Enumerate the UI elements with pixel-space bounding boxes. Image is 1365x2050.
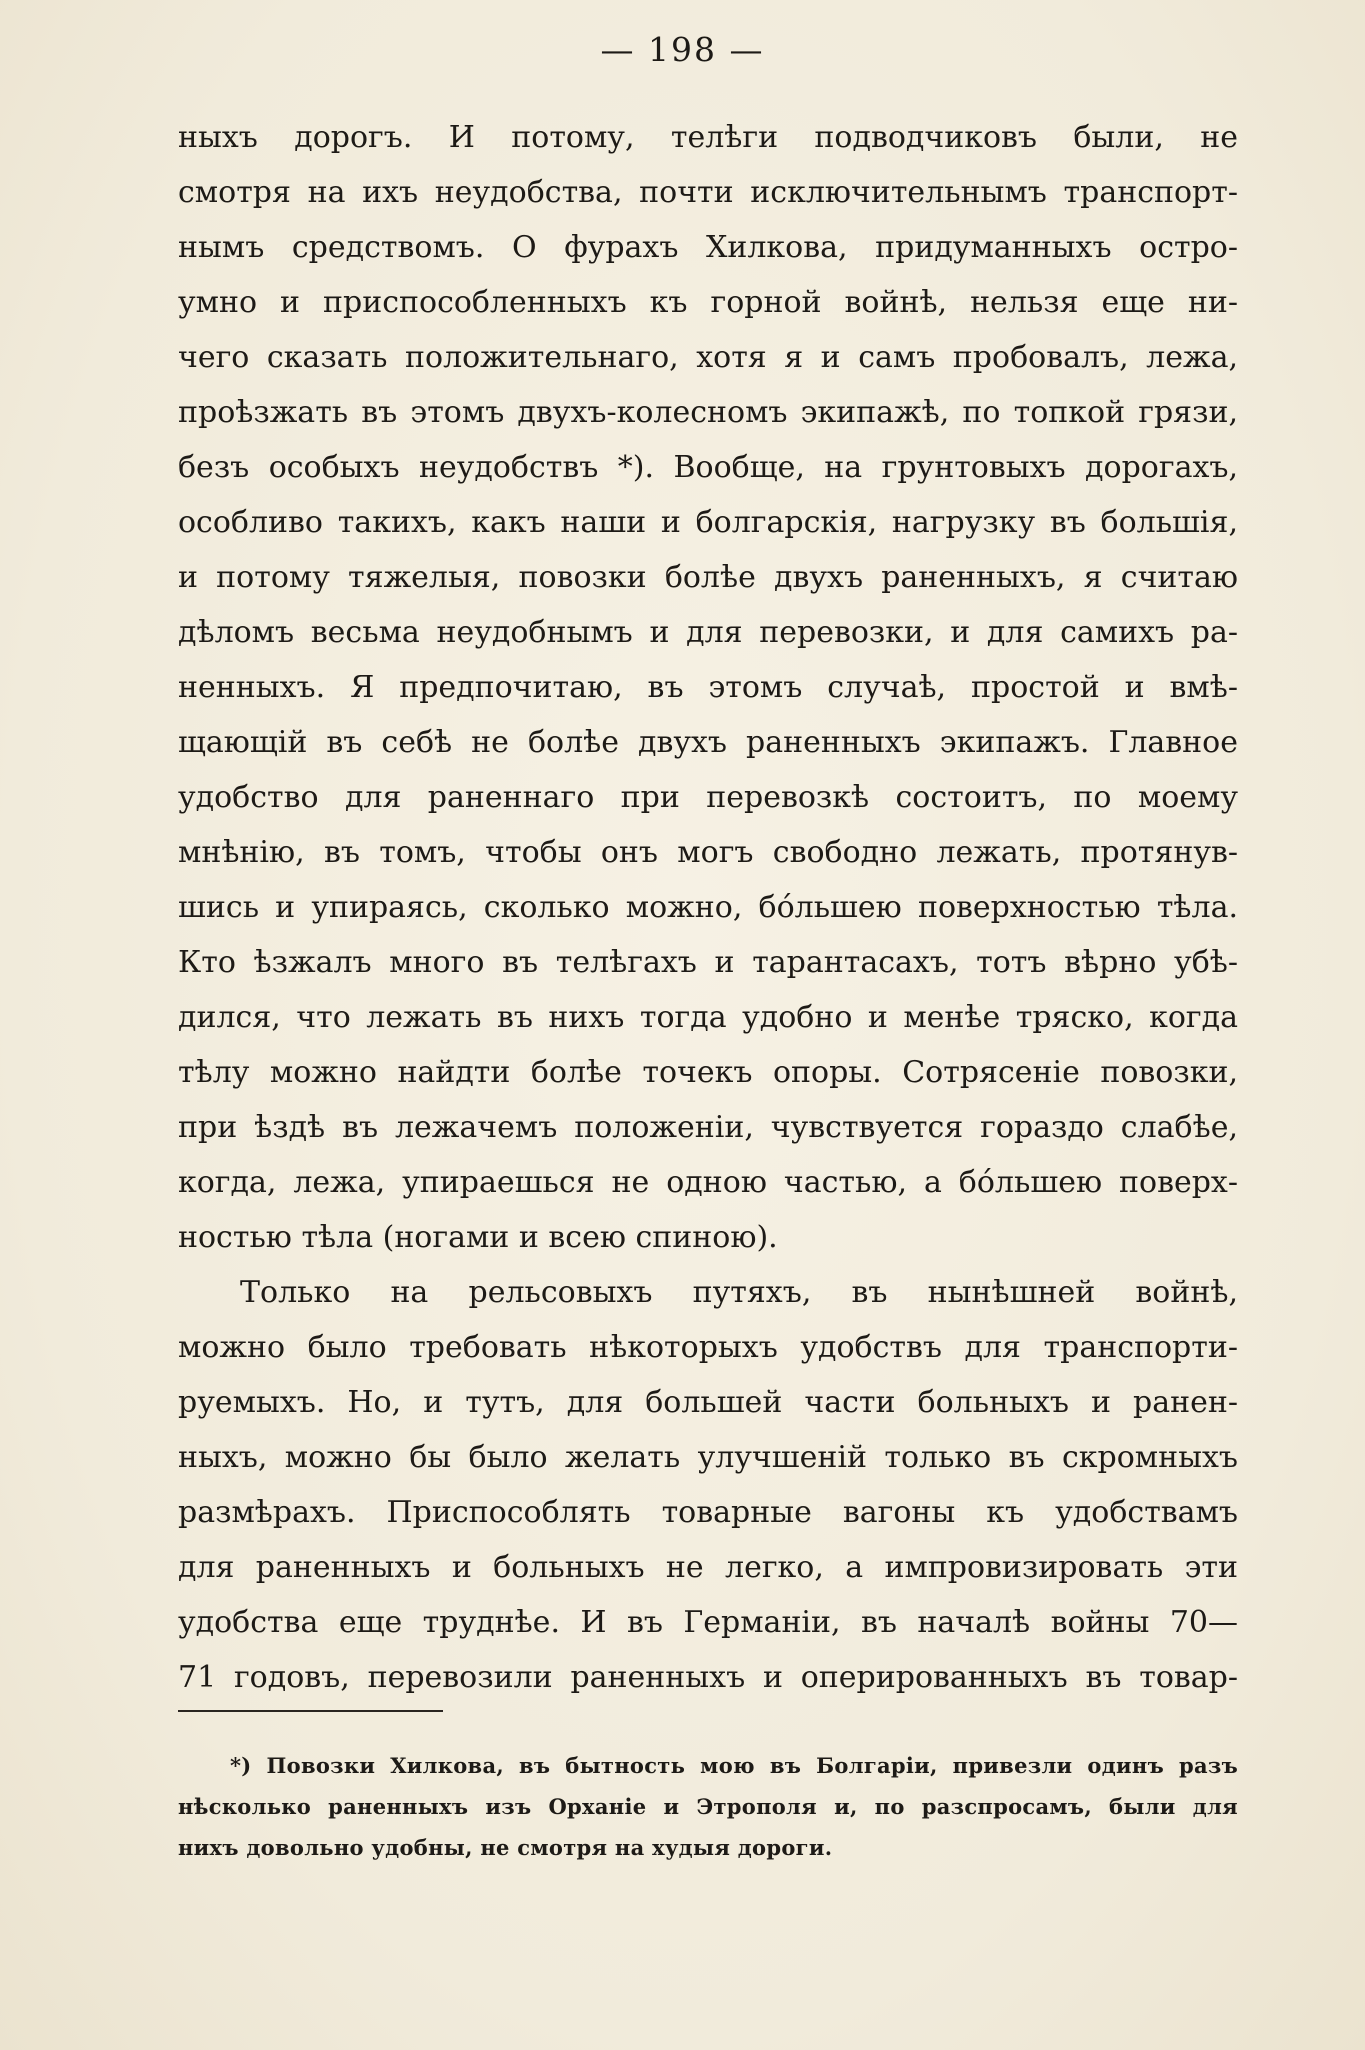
text-line: руемыхъ. Но, и тутъ, для большей части больныхъ и ранен- [178, 1385, 1238, 1420]
text-line: для раненныхъ и больныхъ не легко, а импровизировать эти [178, 1550, 1238, 1585]
text-line: ненныхъ. Я предпочитаю, въ этомъ случаѣ, простой и вмѣ- [178, 670, 1238, 705]
text-line: удобства еще труднѣе. И въ Германіи, въ началѣ войны 70— [178, 1605, 1238, 1640]
footnote [178, 1745, 1238, 1868]
text-line: особливо такихъ, какъ наши и болгарскія, нагрузку въ большія, [178, 505, 1238, 540]
footnote-divider [178, 1710, 443, 1712]
text-line: когда, лежа, упираешься не одною частью, а бо́льшею поверх- [178, 1165, 1238, 1200]
text-line: можно было требовать нѣкоторыхъ удобствъ для транспорти- [178, 1330, 1238, 1365]
text-line: ныхъ, можно бы было желать улучшеній только въ скромныхъ [178, 1440, 1238, 1475]
text-line: Кто ѣзжалъ много въ телѣгахъ и тарантасахъ, тотъ вѣрно убѣ- [178, 945, 1238, 980]
footnote-line: нихъ довольно удобны, не смотря на худыя дороги. [178, 1835, 833, 1860]
text-line: безъ особыхъ неудобствъ *). Вообще, на грунтовыхъ дорогахъ, [178, 450, 1238, 485]
footnote-line: *) Повозки Хилкова, въ бытность мою въ Болгаріи, привезли одинъ разъ [230, 1753, 1238, 1778]
text-line: щающій въ себѣ не болѣе двухъ раненныхъ экипажъ. Главное [178, 725, 1238, 760]
body-text [178, 110, 1238, 1705]
text-line: при ѣздѣ въ лежачемъ положеніи, чувствуется гораздо слабѣе, [178, 1110, 1238, 1145]
text-line: удобство для раненнаго при перевозкѣ состоитъ, по моему [178, 780, 1238, 815]
text-line: нымъ средствомъ. О фурахъ Хилкова, придуманныхъ остро- [178, 230, 1238, 265]
text-line: 71 годовъ, перевозили раненныхъ и оперированныхъ въ товар- [178, 1660, 1238, 1695]
text-line: чего сказать положительнаго, хотя я и самъ пробовалъ, лежа, [178, 340, 1238, 375]
text-line: тѣлу можно найдти болѣе точекъ опоры. Сотрясеніе повозки, [178, 1055, 1238, 1090]
paragraph [178, 110, 1238, 1265]
text-line: ностью тѣла (ногами и всею спиною). [178, 1220, 778, 1255]
text-line: размѣрахъ. Приспособлять товарные вагоны къ удобствамъ [178, 1495, 1238, 1530]
text-line: дился, что лежать въ нихъ тогда удобно и менѣе тряско, когда [178, 1000, 1238, 1035]
text-line: и потому тяжелыя, повозки болѣе двухъ раненныхъ, я считаю [178, 560, 1238, 595]
text-line: ныхъ дорогъ. И потому, телѣги подводчиковъ были, не [178, 120, 1238, 155]
text-line: мнѣнію, въ томъ, чтобы онъ могъ свободно лежать, протянув- [178, 835, 1238, 870]
page-number: — 198 — [600, 30, 765, 69]
text-line: Только на рельсовыхъ путяхъ, въ нынѣшней войнѣ, [240, 1275, 1238, 1310]
text-line: шись и упираясь, сколько можно, бо́льшею поверхностью тѣла. [178, 890, 1238, 925]
text-line: умно и приспособленныхъ къ горной войнѣ, нельзя еще ни- [178, 285, 1238, 320]
footnote-line: нѣсколько раненныхъ изъ Орханіе и Этрополя и, по разспросамъ, были для [178, 1794, 1238, 1819]
paragraph [178, 1265, 1238, 1705]
text-line: смотря на ихъ неудобства, почти исключительнымъ транспорт- [178, 175, 1238, 210]
text-line: проѣзжать въ этомъ двухъ-колесномъ экипажѣ, по топкой грязи, [178, 395, 1238, 430]
text-line: дѣломъ весьма неудобнымъ и для перевозки, и для самихъ ра- [178, 615, 1238, 650]
